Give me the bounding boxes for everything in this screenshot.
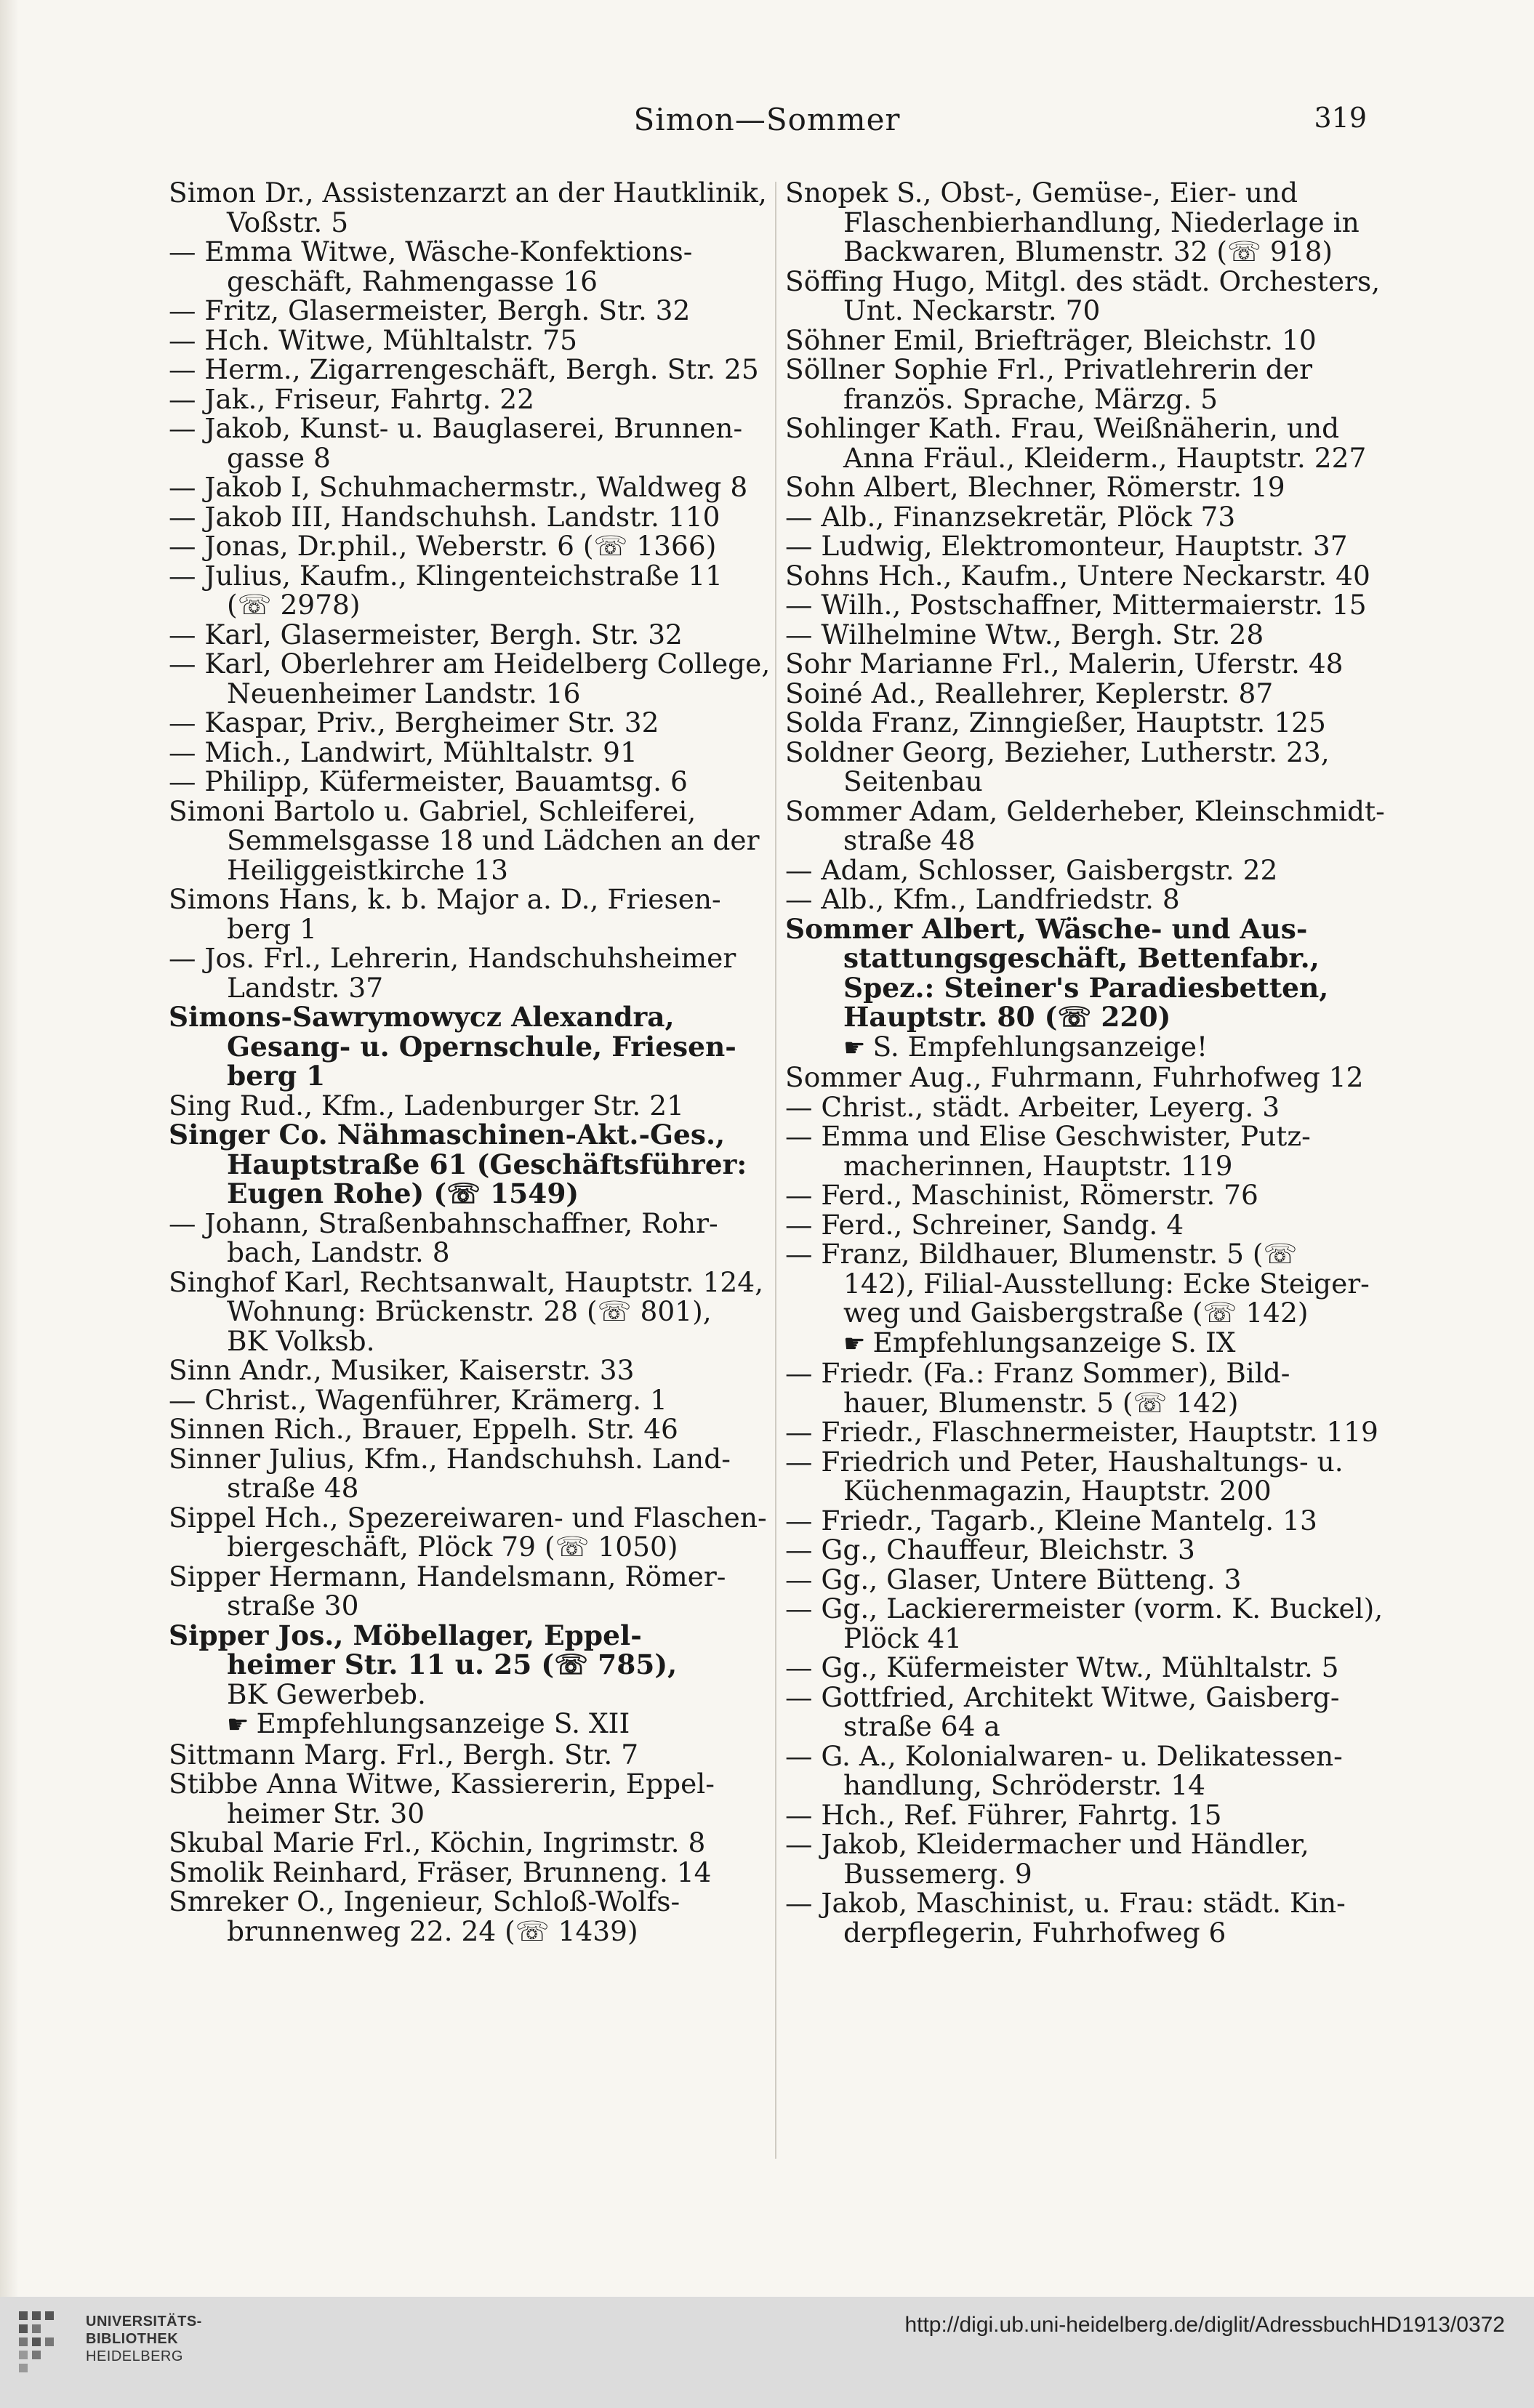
directory-entry: Singhof Karl, Rechtsanwalt, Hauptstr. 124, bbox=[169, 1265, 764, 1298]
directory-entry: — Friedrich und Peter, Haushaltungs- u. bbox=[785, 1445, 1344, 1478]
entry-continuation: Hauptstraße 61 (Geschäftsführer: bbox=[227, 1148, 747, 1180]
directory-entry: — Wilhelmine Wtw., Bergh. Str. 28 bbox=[785, 618, 1264, 651]
directory-entry: Snopek S., Obst-, Gemüse-, Eier- und bbox=[785, 177, 1298, 209]
directory-entry: — Mich., Landwirt, Mühltalstr. 91 bbox=[169, 736, 638, 768]
page-title: Simon—Sommer bbox=[633, 102, 901, 137]
entry-continuation: geschäft, Rahmengasse 16 bbox=[227, 265, 598, 297]
directory-entry: — Wilh., Postschaffner, Mittermaierstr. 15 bbox=[785, 589, 1367, 621]
page-edge-shadow bbox=[0, 0, 19, 2297]
entry-continuation: brunnenweg 22. 24 (☏ 1439) bbox=[227, 1914, 638, 1947]
directory-entry: Sohlinger Kath. Frau, Weißnäherin, und bbox=[785, 412, 1340, 444]
directory-entry: Simons Hans, k. b. Major a. D., Friesen- bbox=[169, 883, 721, 915]
directory-entry: — Friedr., Flaschnermeister, Hauptstr. 119 bbox=[785, 1416, 1378, 1448]
directory-entry: Söhner Emil, Briefträger, Bleichstr. 10 bbox=[785, 323, 1317, 356]
directory-entry: Sohns Hch., Kaufm., Untere Neckarstr. 40 bbox=[785, 559, 1370, 592]
entry-continuation: hauer, Blumenstr. 5 (☏ 142) bbox=[843, 1386, 1239, 1419]
entry-continuation: bach, Landstr. 8 bbox=[227, 1236, 450, 1268]
directory-entry: Sommer Aug., Fuhrmann, Fuhrhofweg 12 bbox=[785, 1061, 1364, 1093]
directory-entry: — Gg., Lackierermeister (vorm. K. Buckel), bbox=[785, 1592, 1384, 1624]
right-column bbox=[785, 178, 1389, 1947]
entry-continuation: stattungsgeschäft, Bettenfabr., bbox=[843, 942, 1320, 974]
directory-entry: — Karl, Oberlehrer am Heidelberg College, bbox=[169, 648, 771, 680]
directory-entry: — Emma und Elise Geschwister, Putz- bbox=[785, 1120, 1311, 1152]
directory-entry: — Ferd., Maschinist, Römerstr. 76 bbox=[785, 1179, 1258, 1211]
directory-entry: — Karl, Glasermeister, Bergh. Str. 32 bbox=[169, 618, 683, 651]
entry-continuation: straße 48 bbox=[227, 1472, 359, 1504]
directory-entry: Sipper Jos., Möbellager, Eppel- bbox=[169, 1619, 642, 1651]
directory-entry: Soiné Ad., Reallehrer, Keplerstr. 87 bbox=[785, 677, 1274, 709]
footer-bar bbox=[0, 2297, 1534, 2408]
column-divider bbox=[775, 182, 776, 2159]
entry-continuation: Flaschenbierhandlung, Niederlage in bbox=[843, 206, 1360, 238]
directory-entry: — G. A., Kolonialwaren- u. Delikatessen- bbox=[785, 1739, 1343, 1772]
entry-continuation: Voßstr. 5 bbox=[227, 206, 349, 238]
library-name-line1: UNIVERSITÄTS- bbox=[86, 2314, 202, 2330]
entry-continuation: heimer Str. 11 u. 25 (☏ 785), bbox=[227, 1648, 678, 1680]
directory-entry: — Johann, Straßenbahnschaffner, Rohr- bbox=[169, 1207, 718, 1239]
directory-entry: Sommer Adam, Gelderheber, Kleinschmidt- bbox=[785, 794, 1385, 827]
entry-continuation: biergeschäft, Plöck 79 (☏ 1050) bbox=[227, 1531, 678, 1563]
directory-entry: — Jakob, Maschinist, u. Frau: städt. Kin- bbox=[785, 1887, 1346, 1919]
entry-continuation: Wohnung: Brückenstr. 28 (☏ 801), bbox=[227, 1295, 712, 1327]
entry-continuation: Eugen Rohe) (☏ 1549) bbox=[227, 1177, 579, 1209]
entry-continuation: Hauptstr. 80 (☏ 220) bbox=[843, 1001, 1171, 1033]
directory-entry: Söffing Hugo, Mitgl. des städt. Orchesters, bbox=[785, 265, 1381, 297]
entry-continuation: Unt. Neckarstr. 70 bbox=[843, 294, 1101, 326]
directory-entry: Sippel Hch., Spezereiwaren- und Flaschen- bbox=[169, 1501, 767, 1534]
directory-entry: — Jakob III, Handschuhsh. Landstr. 110 bbox=[169, 500, 720, 533]
directory-entry: Sinnen Rich., Brauer, Eppelh. Str. 46 bbox=[169, 1413, 678, 1445]
entry-continuation: französ. Sprache, Märzg. 5 bbox=[843, 382, 1218, 415]
directory-entry: — Emma Witwe, Wäsche-Konfektions- bbox=[169, 235, 693, 267]
directory-entry: Soldner Georg, Bezieher, Lutherstr. 23, bbox=[785, 736, 1330, 768]
entry-continuation: Heiliggeistkirche 13 bbox=[227, 853, 509, 886]
entry-continuation: Spez.: Steiner's Paradiesbetten, bbox=[843, 971, 1329, 1004]
entry-continuation: Gesang- u. Opernschule, Friesen- bbox=[227, 1030, 736, 1063]
entry-continuation: heimer Str. 30 bbox=[227, 1797, 425, 1829]
directory-entry: Singer Co. Nähmaschinen-Akt.-Ges., bbox=[169, 1119, 726, 1151]
directory-entry: — Gottfried, Architekt Witwe, Gaisberg- bbox=[785, 1680, 1340, 1713]
directory-entry: Sinn Andr., Musiker, Kaiserstr. 33 bbox=[169, 1354, 635, 1386]
directory-entry: Smreker O., Ingenieur, Schloß-Wolfs- bbox=[169, 1885, 680, 1917]
directory-entry: Sing Rud., Kfm., Ladenburger Str. 21 bbox=[169, 1089, 684, 1122]
left-column bbox=[169, 177, 771, 1947]
entry-continuation: BK Gewerbeb. bbox=[227, 1678, 426, 1710]
library-name bbox=[86, 2313, 202, 2365]
library-name-line3: HEIDELBERG bbox=[86, 2348, 183, 2364]
directory-entry: Sommer Albert, Wäsche- und Aus- bbox=[785, 912, 1308, 945]
entry-continuation: Landstr. 37 bbox=[227, 971, 384, 1004]
directory-entry: Skubal Marie Frl., Köchin, Ingrimstr. 8 bbox=[169, 1827, 706, 1859]
entry-continuation: Plöck 41 bbox=[843, 1622, 963, 1654]
cross-reference-line bbox=[785, 1328, 1389, 1359]
directory-entry: — Hch. Witwe, Mühltalstr. 75 bbox=[169, 323, 577, 356]
directory-entry: Solda Franz, Zinngießer, Hauptstr. 125 bbox=[785, 706, 1326, 738]
directory-entry: Sohr Marianne Frl., Malerin, Uferstr. 48 bbox=[785, 648, 1344, 680]
directory-entry: — Jakob I, Schuhmachermstr., Waldweg 8 bbox=[169, 471, 748, 503]
directory-entry: — Franz, Bildhauer, Blumenstr. 5 (☏ bbox=[785, 1238, 1298, 1270]
entry-continuation: Semmelsgasse 18 und Lädchen an der bbox=[227, 824, 760, 856]
pointing-hand-icon: ☛ bbox=[843, 1329, 866, 1358]
entry-continuation: straße 48 bbox=[843, 824, 976, 856]
entry-continuation: derpflegerin, Fuhrhofweg 6 bbox=[843, 1916, 1226, 1949]
directory-entry: — Friedr., Tagarb., Kleine Mantelg. 13 bbox=[785, 1504, 1317, 1537]
pointing-hand-icon: ☛ bbox=[843, 1033, 866, 1063]
cross-reference-line bbox=[785, 1032, 1389, 1063]
running-head bbox=[167, 102, 1367, 145]
entry-continuation: BK Volksb. bbox=[227, 1324, 375, 1357]
entry-continuation: Küchenmagazin, Hauptstr. 200 bbox=[843, 1475, 1272, 1507]
entry-continuation: Anna Fräul., Kleiderm., Hauptstr. 227 bbox=[843, 441, 1367, 474]
entry-continuation: gasse 8 bbox=[227, 441, 331, 474]
cross-reference-text: Empfehlungsanzeige S. IX bbox=[872, 1326, 1236, 1358]
directory-entry: Simoni Bartolo u. Gabriel, Schleiferei, bbox=[169, 794, 696, 827]
directory-entry: — Alb., Kfm., Landfriedstr. 8 bbox=[785, 883, 1180, 915]
directory-entry: Stibbe Anna Witwe, Kassiererin, Eppel- bbox=[169, 1768, 715, 1800]
source-url-link[interactable]: http://digi.ub.uni-heidelberg.de/diglit/AdressbuchHD1913/0372 bbox=[904, 2313, 1505, 2337]
directory-entry: — Gg., Glaser, Untere Bütteng. 3 bbox=[785, 1563, 1242, 1595]
directory-entry: — Fritz, Glasermeister, Bergh. Str. 32 bbox=[169, 294, 691, 326]
entry-continuation: straße 30 bbox=[227, 1590, 359, 1622]
directory-entry: Sittmann Marg. Frl., Bergh. Str. 7 bbox=[169, 1738, 639, 1771]
entry-continuation: Seitenbau bbox=[843, 765, 983, 797]
directory-entry: Sohn Albert, Blechner, Römerstr. 19 bbox=[785, 471, 1285, 503]
cross-reference-text: Empfehlungsanzeige S. XII bbox=[256, 1707, 630, 1739]
directory-entry: — Hch., Ref. Führer, Fahrtg. 15 bbox=[785, 1798, 1222, 1831]
directory-entry: — Ferd., Schreiner, Sandg. 4 bbox=[785, 1208, 1184, 1241]
directory-entry: — Adam, Schlosser, Gaisbergstr. 22 bbox=[785, 853, 1278, 886]
pointing-hand-icon: ☛ bbox=[227, 1710, 249, 1739]
entry-continuation: 142), Filial-Ausstellung: Ecke Steiger- bbox=[843, 1267, 1370, 1300]
entry-continuation: Bussemerg. 9 bbox=[843, 1857, 1032, 1890]
directory-entry: Simon Dr., Assistenzarzt an der Hautklinik, bbox=[169, 177, 767, 209]
directory-entry: — Christ., städt. Arbeiter, Leyerg. 3 bbox=[785, 1090, 1280, 1123]
directory-entry: — Jos. Frl., Lehrerin, Handschuhsheimer bbox=[169, 942, 736, 974]
directory-entry: — Christ., Wagenführer, Krämerg. 1 bbox=[169, 1383, 667, 1416]
directory-entry: Sipper Hermann, Handelsmann, Römer- bbox=[169, 1560, 726, 1592]
directory-entry: — Alb., Finanzsekretär, Plöck 73 bbox=[785, 500, 1236, 533]
entry-continuation: berg 1 bbox=[227, 1060, 326, 1092]
entry-continuation: weg und Gaisbergstraße (☏ 142) bbox=[843, 1297, 1309, 1329]
entry-continuation: Backwaren, Blumenstr. 32 (☏ 918) bbox=[843, 235, 1333, 267]
directory-entry: — Ludwig, Elektromonteur, Hauptstr. 37 bbox=[785, 530, 1348, 562]
directory-entry: — Julius, Kaufm., Klingenteichstraße 11 bbox=[169, 559, 723, 592]
entry-continuation: macherinnen, Hauptstr. 119 bbox=[843, 1149, 1233, 1182]
directory-entry: — Herm., Zigarrengeschäft, Bergh. Str. 25 bbox=[169, 353, 759, 385]
directory-entry: — Jak., Friseur, Fahrtg. 22 bbox=[169, 382, 535, 415]
page-number: 319 bbox=[1314, 102, 1367, 134]
directory-entry: Smolik Reinhard, Fräser, Brunneng. 14 bbox=[169, 1856, 712, 1888]
entry-continuation: berg 1 bbox=[227, 912, 317, 945]
directory-entry: — Jakob, Kleidermacher und Händler, bbox=[785, 1828, 1309, 1860]
cross-reference-line bbox=[169, 1709, 765, 1740]
directory-entry: — Gg., Küfermeister Wtw., Mühltalstr. 5 bbox=[785, 1651, 1339, 1683]
directory-entry: Sinner Julius, Kfm., Handschuhsh. Land- bbox=[169, 1442, 731, 1475]
library-name-line2: BIBLIOTHEK bbox=[86, 2331, 179, 2347]
directory-entry: Simons-Sawrymowycz Alexandra, bbox=[169, 1001, 675, 1033]
entry-continuation: straße 64 a bbox=[843, 1710, 1000, 1742]
directory-entry: — Gg., Chauffeur, Bleichstr. 3 bbox=[785, 1534, 1195, 1566]
cross-reference-text: S. Empfehlungsanzeige! bbox=[872, 1030, 1208, 1063]
entry-continuation: Neuenheimer Landstr. 16 bbox=[227, 677, 581, 709]
entry-continuation: (☏ 2978) bbox=[227, 589, 361, 621]
directory-entry: — Friedr. (Fa.: Franz Sommer), Bild- bbox=[785, 1357, 1290, 1389]
directory-entry: — Philipp, Küfermeister, Bauamtsg. 6 bbox=[169, 765, 688, 797]
directory-entry: — Jakob, Kunst- u. Bauglaserei, Brunnen- bbox=[169, 412, 743, 444]
directory-entry: — Jonas, Dr.phil., Weberstr. 6 (☏ 1366) bbox=[169, 530, 717, 562]
university-library-logo-icon bbox=[16, 2307, 77, 2380]
entry-continuation: handlung, Schröderstr. 14 bbox=[843, 1769, 1205, 1801]
directory-entry: — Kaspar, Priv., Bergheimer Str. 32 bbox=[169, 706, 659, 738]
directory-entry: Söllner Sophie Frl., Privatlehrerin der bbox=[785, 353, 1313, 385]
